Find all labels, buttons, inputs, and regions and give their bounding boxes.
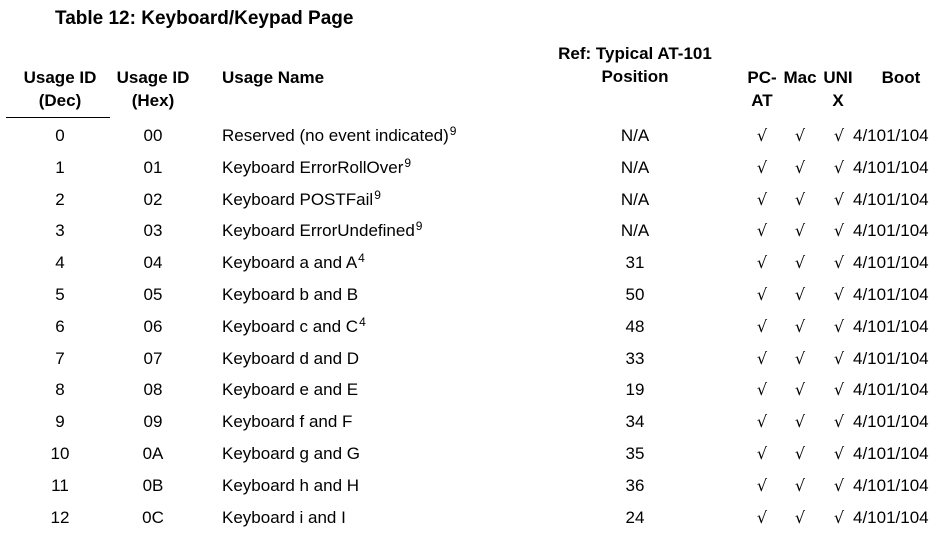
position-cell: 24 xyxy=(625,507,645,527)
usage-id-hex-cell: 00 xyxy=(143,126,163,145)
usage-name-cell xyxy=(222,311,366,343)
table-row xyxy=(0,470,945,502)
mac-check-cell: √ xyxy=(794,157,806,177)
usage-id-hex-cell: 0A xyxy=(142,444,164,463)
mac-check-cell: √ xyxy=(794,348,806,368)
header-usage-name: Usage Name xyxy=(222,68,325,87)
usage-name-cell xyxy=(222,279,358,311)
pc-at-check-cell: √ xyxy=(756,253,768,273)
unix-check-cell: √ xyxy=(833,380,845,400)
usage-id-dec-cell: 7 xyxy=(55,348,65,368)
usage-name-text: Keyboard e and E xyxy=(222,380,359,400)
usage-id-dec-cell: 10 xyxy=(50,444,70,463)
usage-id-hex-cell: 05 xyxy=(143,285,163,304)
usage-name-cell xyxy=(222,152,411,184)
usage-id-dec-cell: 1 xyxy=(55,157,65,177)
mac-check-cell: √ xyxy=(794,285,806,304)
usage-name-text: Keyboard a and A xyxy=(222,253,358,273)
boot-cell: 4/101/104 xyxy=(853,444,929,463)
usage-id-hex-cell: 02 xyxy=(143,189,163,209)
pc-at-check-cell: √ xyxy=(756,348,768,368)
pc-at-check-cell: √ xyxy=(756,412,768,432)
unix-check-cell: √ xyxy=(833,221,845,241)
usage-name-cell xyxy=(222,215,422,247)
pc-at-check-cell: √ xyxy=(756,157,768,177)
footnote-ref: 9 xyxy=(404,155,412,170)
mac-check-cell: √ xyxy=(794,380,806,400)
header-ref-position-line2: Position xyxy=(601,67,669,86)
header-unix-line1: UNI xyxy=(823,68,853,87)
header-unix-line2: X xyxy=(832,91,844,110)
footnote-ref: 9 xyxy=(449,124,457,138)
pc-at-check-cell: √ xyxy=(756,316,768,336)
usage-id-dec-cell: 4 xyxy=(55,253,65,273)
mac-check-cell: √ xyxy=(794,253,806,273)
usage-name-cell xyxy=(222,184,381,216)
usage-id-hex-cell: 07 xyxy=(143,348,163,368)
table-row xyxy=(0,343,945,375)
table-row xyxy=(0,406,945,438)
position-cell: 19 xyxy=(625,380,645,400)
usage-id-hex-cell: 0B xyxy=(142,475,164,495)
footnote-ref: 9 xyxy=(415,219,423,234)
boot-cell: 4/101/104 xyxy=(853,253,929,273)
boot-cell: 4/101/104 xyxy=(853,475,929,495)
pc-at-check-cell: √ xyxy=(756,507,768,527)
position-cell: N/A xyxy=(620,126,650,145)
table-title: Table 12: Keyboard/Keypad Page xyxy=(55,8,354,29)
mac-check-cell: √ xyxy=(794,475,806,495)
boot-cell: 4/101/104 xyxy=(853,285,929,304)
footnote-ref: 9 xyxy=(374,187,381,202)
usage-id-hex-cell: 09 xyxy=(143,412,163,432)
boot-cell: 4/101/104 xyxy=(853,221,929,241)
header-usage-id-dec-line1: Usage ID xyxy=(23,68,97,87)
usage-name-cell xyxy=(222,470,359,502)
usage-id-dec-cell: 6 xyxy=(55,316,65,336)
pc-at-check-cell: √ xyxy=(756,285,768,304)
table-row xyxy=(0,152,945,184)
position-cell: 34 xyxy=(625,412,645,432)
usage-id-hex-cell: 03 xyxy=(143,221,163,241)
usage-id-dec-cell: 12 xyxy=(50,507,70,527)
position-cell: N/A xyxy=(620,157,650,177)
unix-check-cell: √ xyxy=(833,475,845,495)
boot-cell: 4/101/104 xyxy=(853,126,929,145)
position-cell: 48 xyxy=(625,316,645,336)
usage-name-text: Keyboard g and G xyxy=(222,444,360,463)
table-row xyxy=(0,374,945,406)
header-pc-at-line1: PC- xyxy=(747,68,777,87)
usage-name-text: Reserved (no event indicated) xyxy=(222,126,449,145)
boot-cell: 4/101/104 xyxy=(853,507,929,527)
table-row xyxy=(0,184,945,216)
usage-id-dec-cell: 8 xyxy=(55,380,65,400)
footnote-ref: 4 xyxy=(358,251,365,266)
position-cell: 35 xyxy=(625,444,645,463)
header-usage-id-hex-line1: Usage ID xyxy=(116,68,190,87)
mac-check-cell: √ xyxy=(794,221,806,241)
usage-id-hex-cell: 04 xyxy=(143,253,163,273)
table-row xyxy=(0,215,945,247)
usage-name-cell xyxy=(222,438,360,470)
unix-check-cell: √ xyxy=(833,189,845,209)
pc-at-check-cell: √ xyxy=(756,475,768,495)
usage-name-cell xyxy=(222,502,346,534)
header-mac: Mac xyxy=(783,68,817,87)
unix-check-cell: √ xyxy=(833,348,845,368)
mac-check-cell: √ xyxy=(794,316,806,336)
usage-name-cell xyxy=(222,247,365,279)
usage-id-hex-cell: 0C xyxy=(142,507,164,527)
position-cell: 36 xyxy=(625,475,645,495)
mac-check-cell: √ xyxy=(794,507,806,527)
unix-check-cell: √ xyxy=(833,285,845,304)
usage-id-dec-cell: 9 xyxy=(55,412,65,432)
header-usage-id-hex xyxy=(108,66,198,112)
boot-cell: 4/101/104 xyxy=(853,412,929,432)
pc-at-check-cell: √ xyxy=(756,221,768,241)
header-unix xyxy=(818,66,858,112)
position-cell: N/A xyxy=(620,189,650,209)
unix-check-cell: √ xyxy=(833,507,845,527)
position-cell: N/A xyxy=(620,221,650,241)
unix-check-cell: √ xyxy=(833,157,845,177)
usage-name-text: Keyboard c and C xyxy=(222,316,359,336)
header-usage-id-hex-line2: (Hex) xyxy=(131,91,175,110)
usage-name-text: Keyboard ErrorRollOver xyxy=(222,157,404,177)
usage-id-dec-cell: 11 xyxy=(51,475,69,495)
usage-name-cell xyxy=(222,343,359,375)
table-row xyxy=(0,438,945,470)
usage-id-dec-cell: 3 xyxy=(55,221,65,241)
usage-name-text: Keyboard h and H xyxy=(222,475,360,495)
mac-check-cell: √ xyxy=(794,412,806,432)
table-row xyxy=(0,120,945,152)
table-row xyxy=(0,247,945,279)
header-usage-id-dec xyxy=(12,66,108,112)
pc-at-check-cell: √ xyxy=(756,444,768,463)
unix-check-cell: √ xyxy=(833,253,845,273)
usage-name-text: Keyboard i and I xyxy=(222,507,346,527)
usage-name-text: Keyboard POSTFail xyxy=(222,189,374,209)
unix-check-cell: √ xyxy=(833,412,845,432)
usage-name-cell xyxy=(222,120,456,152)
usage-id-dec-cell: 2 xyxy=(55,189,65,209)
usage-id-dec-cell: 5 xyxy=(55,285,65,304)
usage-name-text: Keyboard b and B xyxy=(222,285,359,304)
position-cell: 33 xyxy=(625,348,645,368)
boot-cell: 4/101/104 xyxy=(853,380,929,400)
position-cell: 50 xyxy=(625,285,645,304)
header-usage-id-dec-line2: (Dec) xyxy=(38,91,82,110)
boot-cell: 4/101/104 xyxy=(853,348,929,368)
usage-name-cell xyxy=(222,374,358,406)
header-boot: Boot xyxy=(881,68,921,87)
mac-check-cell: √ xyxy=(794,444,806,463)
header-ref-position-line1: Ref: Typical AT-101 xyxy=(558,44,712,63)
usage-name-text: Keyboard d and D xyxy=(222,348,360,368)
header-pc-at-line2: AT xyxy=(751,91,773,110)
usage-id-dec-cell: 0 xyxy=(55,126,65,145)
unix-check-cell: √ xyxy=(833,444,845,463)
header-ref-position xyxy=(540,42,730,88)
table-row xyxy=(0,502,945,534)
boot-cell: 4/101/104 xyxy=(853,316,929,336)
pc-at-check-cell: √ xyxy=(756,126,768,145)
usage-id-hex-cell: 08 xyxy=(143,380,163,400)
mac-check-cell: √ xyxy=(794,126,806,145)
pc-at-check-cell: √ xyxy=(756,380,768,400)
footnote-ref: 4 xyxy=(359,314,366,329)
pc-at-check-cell: √ xyxy=(756,189,768,209)
unix-check-cell: √ xyxy=(833,126,845,145)
usage-name-text: Keyboard f and F xyxy=(222,412,353,432)
usage-name-text: Keyboard ErrorUndefined xyxy=(222,221,415,241)
header-pc-at xyxy=(740,66,784,112)
unix-check-cell: √ xyxy=(833,316,845,336)
usage-name-cell xyxy=(222,406,352,438)
position-cell: 31 xyxy=(625,253,645,273)
mac-check-cell: √ xyxy=(794,189,806,209)
table-row xyxy=(0,311,945,343)
usage-id-hex-cell: 06 xyxy=(143,316,163,336)
usage-id-hex-cell: 01 xyxy=(143,157,163,177)
table-row xyxy=(0,279,945,311)
boot-cell: 4/101/104 xyxy=(853,157,929,177)
header-divider xyxy=(6,117,110,118)
boot-cell: 4/101/104 xyxy=(853,189,929,209)
